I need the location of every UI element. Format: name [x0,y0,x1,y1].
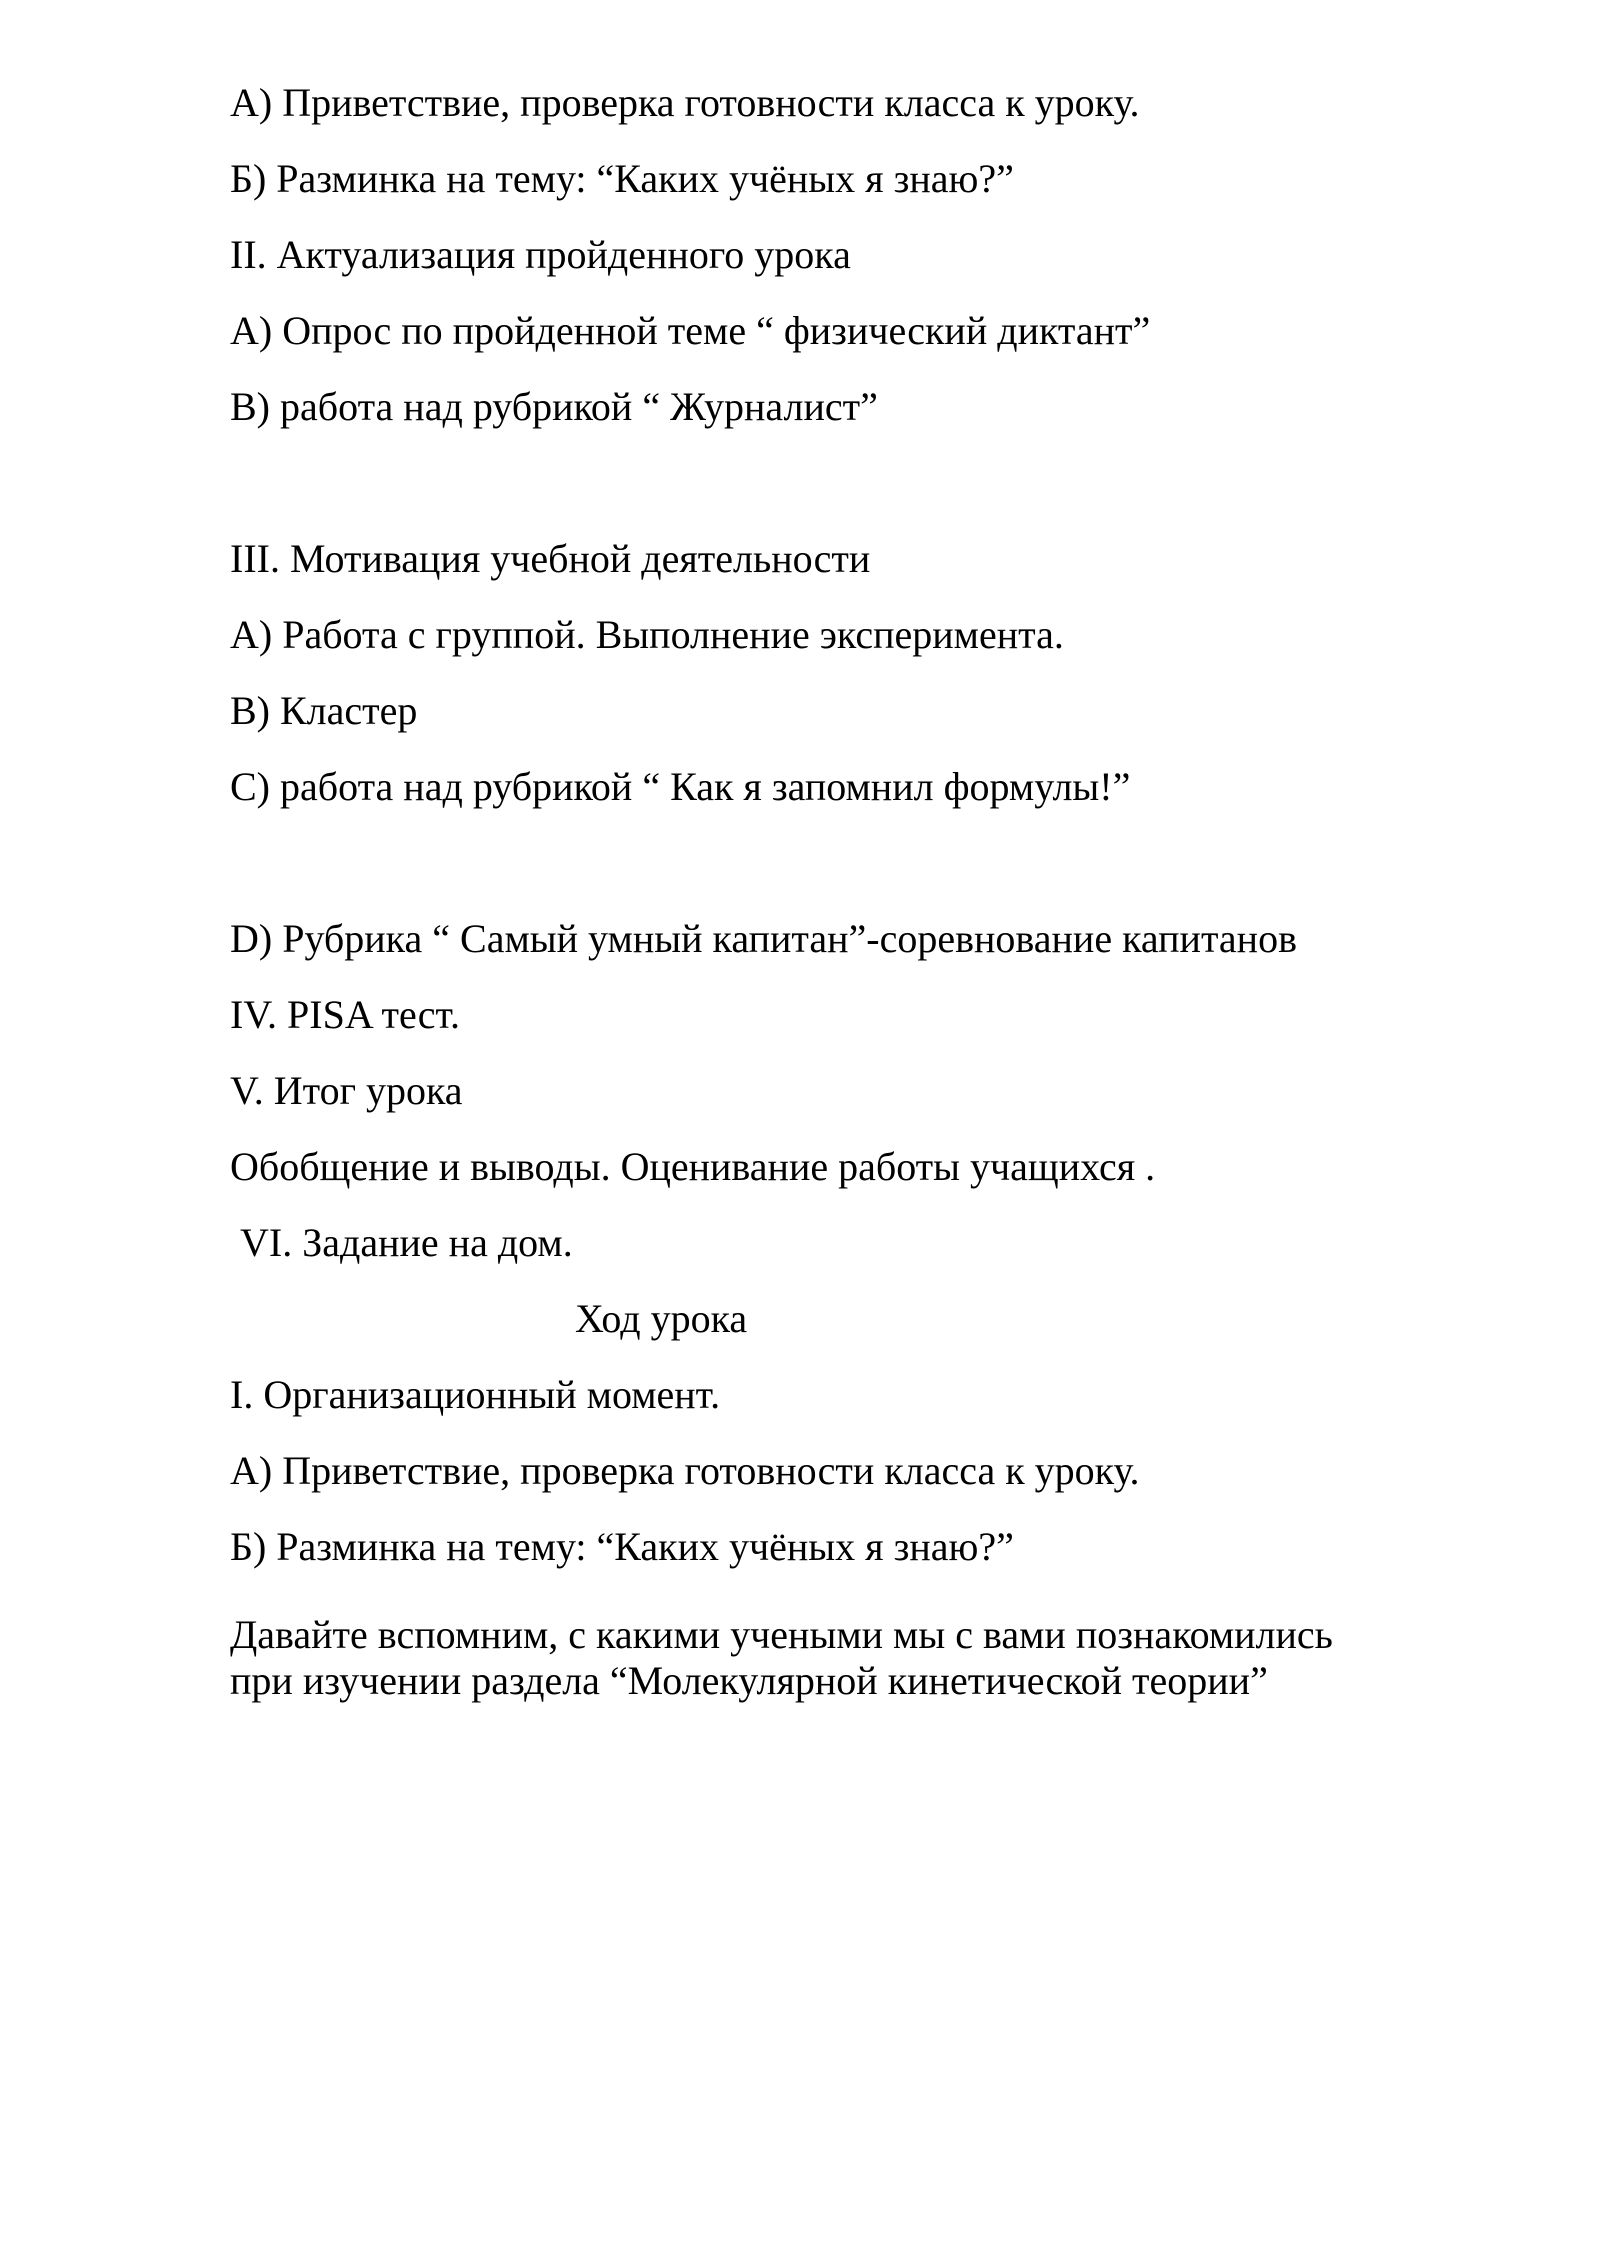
text-line-survey: А) Опрос по пройденной теме “ физический диктант” [230,308,1151,353]
text-line-group-work: А) Работа с группой. Выполнение эксперимента. [230,612,1064,657]
final-paragraph [230,1612,1470,1704]
final-paragraph-line-1: Давайте вспомним, с какими учеными мы с вами познакомились [230,1612,1333,1657]
text-line-captain: D) Рубрика “ Самый умный капитан”-соревнование капитанов [230,916,1297,961]
section-heading-organization: I. Организационный момент. [230,1372,721,1417]
text-line-greeting: А) Приветствие, проверка готовности класса к уроку. [230,80,1140,125]
section-heading-homework: VI. Задание на дом. [240,1220,573,1265]
text-line-journalist: В) работа над рубрикой “ Журналист” [230,384,878,429]
text-line-warmup: Б) Разминка на тему: “Каких учёных я знаю?” [230,156,1014,201]
section-heading-actualization: II. Актуализация пройденного урока [230,232,851,277]
text-line-conclusions: Обобщение и выводы. Оценивание работы учащихся . [230,1144,1156,1189]
text-line-warmup-repeat: Б) Разминка на тему: “Каких учёных я знаю?” [230,1524,1014,1569]
text-line-cluster: В) Кластер [230,688,418,733]
section-heading-pisa: IV. PISA тест. [230,992,460,1037]
lesson-progress-title: Ход урока [575,1296,748,1341]
section-heading-summary: V. Итог урока [230,1068,463,1113]
section-heading-motivation: III. Мотивация учебной деятельности [230,536,871,581]
text-line-greeting-repeat: А) Приветствие, проверка готовности класса к уроку. [230,1448,1140,1493]
final-paragraph-line-2: при изучении раздела “Молекулярной кинетической теории” [230,1658,1268,1703]
text-line-formulas: С) работа над рубрикой “ Как я запомнил формулы!” [230,764,1131,809]
